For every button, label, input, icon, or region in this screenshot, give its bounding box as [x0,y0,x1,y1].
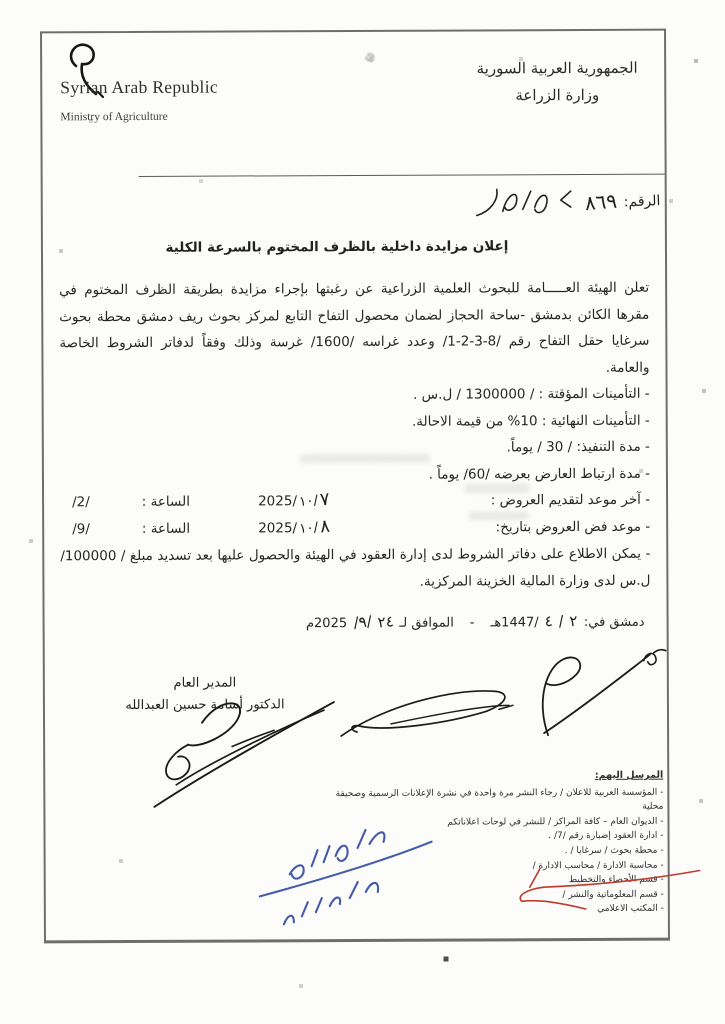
submission-date [258,488,330,515]
recipients-heading: المرسل اليهم: [594,769,664,781]
reference-row [473,181,661,224]
submission-hour-label: الساعة : [141,493,190,510]
signature-right-icon [526,639,676,750]
ministry-eagle-emblem-icon [270,45,471,174]
opening-hour [72,516,190,543]
english-country-name: Syrian Arab Republic [60,76,218,98]
hijri-day: ٢ [568,611,579,631]
signature-middle-icon [331,671,526,757]
ghost-stamp [300,454,430,464]
submission-hour-value: /2/ [72,494,90,511]
submission-year: 2025/ [258,493,298,510]
closing-paragraph: - يمكن الاطلاع على دفاتر الشروط لدى إدارة العقود في الهيئة والحصول عليها بعد تسديد مبلغ / 100000/ ل.س لدى وزارة المالية الخزينة المركزية. [60,545,651,590]
signature-main-icon [136,688,342,814]
hijri-year: /1447هـ [490,615,539,631]
submission-hour [72,489,190,516]
bullet-bid-validity: - مدة ارتباط العارض بعرضه /60/ يوماً . [428,465,650,483]
recipient-row: - قسم الأحصاء والتخطيط [568,874,664,886]
hijri-month: ٤ [543,611,554,631]
document-frame [40,29,670,944]
opening-hour-label: الساعة : [141,520,191,537]
ghost-stamp [464,483,530,493]
reference-scribble-icon [473,183,578,221]
opening-hour-value: /9/ [72,521,90,538]
recipient-row: - ادارة العقود إضبارة رقم /7/ . [548,831,664,842]
dateline-place: دمشق في: [583,614,645,631]
recipient-row: - محاسبة الادارة / محاسب الادارة / [532,860,664,871]
intro-paragraph: تعلن الهيئة العـــــامة للبحوث العلمية الزراعية عن رغبتها بإجراء مزايدة بطريقة الظرف المختوم في مقرها الكائن بدمشق -ساحة الحجاز لضمان محصول التفاح التابع لمركز بحوث ريف دمشق محطة بحوث سرغايا حقل التفاح رقم /8-3-2-1/ وعدد غراسه /1600/ غرسة وذلك وفقاً لدفاتر الشروط الخاصة والعامة. [59,279,650,376]
header-divider [139,174,665,177]
scan-noise [0,0,2,2]
opening-label: - موعد فض العروض بتاريخ: [495,518,651,536]
signatory-title: المدير العام [173,675,237,691]
signatory-name: الدكتور أسامة حسين العبدالله [125,697,285,714]
arabic-ministry-name: وزارة الزراعة [515,85,600,105]
ghost-stamp [469,511,529,520]
submission-label: - آخر موعد لتقديم العروض : [490,491,651,509]
submission-deadline-row [60,487,650,517]
recipient-row: - الديوان العام – كافة المراكز / للنشر في لوحات اعلاناتكم [447,816,664,828]
damascus-dateline [61,608,651,639]
recipient-row: - محطة بحوث / سرغايا / . [564,845,664,857]
opening-month: ١٠/ [298,519,319,538]
opening-date [258,515,330,542]
announcement-title: إعلان مزايدة داخلية بالظرف المختوم بالسرعة الكلية [165,238,509,256]
bullet-final-insurance: - التأمينات النهائية : 10% من قيمة الاحالة. [411,412,650,430]
submission-day: ٧ [319,488,331,511]
english-ministry-name: Ministry of Agriculture [60,110,168,124]
opening-day: ٨ [319,515,331,538]
recipient-row: - المؤسسة العربية للاعلان / رجاء النشر مرة واحدة في نشرة الإعلانات الرسمية وصحيفة محلية [335,787,664,812]
gregorian-day: ٢٤ [376,612,395,632]
gregorian-separator: /٩/ [352,612,373,632]
reference-label: الرقم: [623,193,662,211]
bullet-execution-period: - مدة التنفيذ: / 30 / يوماً. [506,438,650,456]
recipient-row: - قسم المعلوماتية والنشر / [562,889,664,900]
arabic-country-name: الجمهورية العربية السورية [476,58,638,78]
hijri-separator: / [557,611,565,631]
opening-year: 2025/ [258,520,298,537]
opening-date-row [60,514,650,544]
recipient-row: - المكتب الاعلامي [597,904,664,915]
reference-number: ٨٦٩ [584,188,618,216]
gregorian-year: 2025م [305,616,348,632]
dateline-dash: - [469,615,475,631]
red-underline-icon [504,858,704,919]
gregorian-label: الموافق لـ [399,615,454,631]
bullet-temporary-insurance: - التأمينات المؤقتة : / 1300000 / ل.س . [413,385,650,403]
header-arabic [464,55,650,110]
submission-month: ١٠/ [298,492,319,511]
